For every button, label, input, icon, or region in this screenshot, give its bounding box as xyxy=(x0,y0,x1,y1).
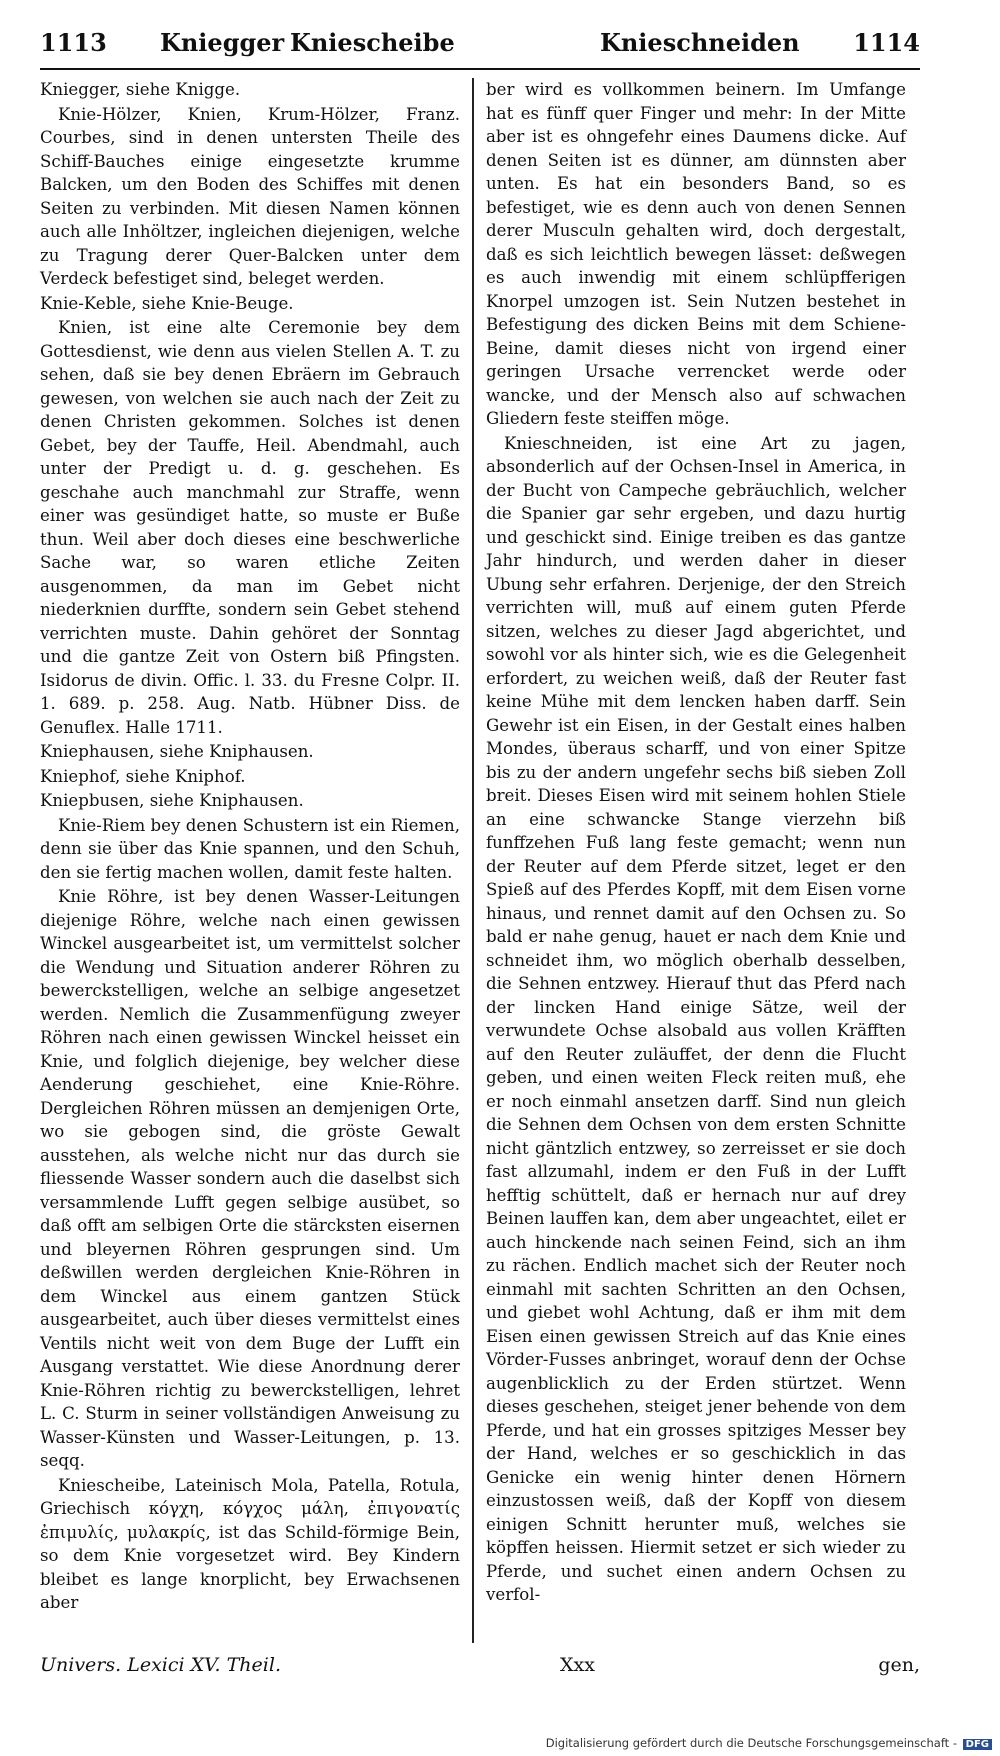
header-keyword-right: Knieschneiden xyxy=(600,28,800,57)
dfg-logo-icon: DFG xyxy=(963,1739,992,1750)
entry-kniepbusen: Kniepbusen, siehe Kniphausen. xyxy=(40,791,304,810)
page-footer xyxy=(40,1654,920,1684)
signature-mark: Xxx xyxy=(560,1654,595,1676)
left-column xyxy=(40,78,460,1616)
credit-text: Digitalisierung gefördert durch die Deutsche Forschungsgemeinschaft - xyxy=(545,1736,957,1750)
header-keyword-center: Kniescheibe xyxy=(290,28,455,57)
entry-knien: Knien, ist eine alte Ceremonie bey dem Gottesdienst, wie denn aus vielen Stellen A. T. zu sehen, daß sie bey denen Ebräern im Gebrauch gewesen, von welchen sie auch nach der Zeit zu denen Christen gekommen. Solches ist denen Gebet, bey der Tauffe, Heil. Abendmahl, auch unter der Predigt u. d. g. geschehen. Es geschahe auch manchmahl zur Straffe, wenn einer was gesündiget hatte, so muste er Buße thun. Weil aber doch dieses eine beschwerliche Sache war, so waren etliche Zeiten ausgenommen, da man im Gebet nicht niederknien durffte, sondern sein Gebet stehend verrichten muste. Dahin gehöret der Sonntag und die gantze Zeit von Ostern biß Pfingsten. Isidorus de divin. Offic. l. 33. du Fresne Colpr. II. 1. 689. p. 258. Aug. Natb. Hübner Diss. de Genuflex. Halle 1711. xyxy=(40,318,460,737)
entry-kniescheibe-continued: ber wird es vollkommen beinern. Im Umfange hat es fünff quer Finger und mehr: In der Mitte aber ist es ohngefehr eines Daumens dicke. Auf denen Seiten ist es dünner, am dünnsten aber unten. Es hat ein besonders Band, so es befestiget, wie es denn auch von denen Sennen derer Musculn gehalten wird, doch dergestalt, daß es sich leichtlich bewegen lässet: deßwegen es auch inwendig mit einem schlüpfferigen Knorpel umzogen ist. Sein Nutzen bestehet in Befestigung des dicken Beins mit dem Schiene-Beine, damit dieses nicht von irgend einer geringen Ursache verrencket werde oder wancke, und der Mensch also auf schwachen Gliedern feste steiffen möge. xyxy=(486,80,906,428)
entry-knieschneiden: Knieschneiden, ist eine Art zu jagen, absonderlich auf der Ochsen-Insel in America, in der Bucht von Campeche gebräuchlich, welcher die Spanier gar sehr ergeben, und dazu hurtig und geschickt sind. Einige treiben es das gantze Jahr hindurch, und werden daher in dieser Ubung sehr erfahren. Derjenige, der den Streich verrichten will, muß auf einem guten Pferde sitzen, welches zu dieser Jagd abgerichtet, und sowohl vor als hinter sich, wie es die Gelegenheit erfordert, zu weichen weiß, daß der Reuter fast keine Mühe mit dem lencken haben darff. Sein Gewehr ist ein Eisen, in der Gestalt eines halben Mondes, überaus scharff, und von einer Spitze bis zu der andern ungefehr sechs biß sieben Zoll breit. Dieses Eisen wird mit seinem hohlen Stiele an eine schwancke Stange vierzehn biß funffzehen Fuß lang feste gemacht; wenn nun der Reuter auf dem Pferde sitzet, leget er den Spieß auf des Pferdes Kopff, mit dem Eisen vorne hinaus, und rennet damit auf den Ochsen zu. So bald er nahe genug, hauet er nach dem Knie und schneidet ihm, wo möglich oberhalb desselben, die Sehnen entzwey. Hierauf thut das Pferd nach der lincken Hand einige Sätze, weil der verwundete Ochse alsobald aus vollen Kräfften auf den Reuter zuläuffet, der denn die Flucht geben, und einen weiten Fleck reiten muß, ehe er noch einmahl ansetzen darff. Sind nun gleich die Sehnen dem Ochsen von dem ersten Schnitte nicht gäntzlich entzwey, so zerreisset er sie doch fast allzumahl, indem er den Fuß in der Lufft hefftig schüttelt, daß er hernach nur auf drey Beinen lauffen kan, dem aber ungeachtet, eilet er auch hinckende nach seinen Feind, sich an ihm zu rächen. Endlich machet sich der Reuter noch einmahl mit sachten Schritten an den Ochsen, und giebet wohl Achtung, daß er ihm mit dem Eisen einen gewissen Streich auf das Knie eines Vörder-Fusses anbringet, worauf denn der Ochse augenblicklich zu der Erden stürtzet. Wenn dieses geschehen, steiget jener behende von dem Pferde, und hat ein grosses spitziges Messer bey der Hand, welches er so geschicklich in das Genicke ein wenig hinter denen Hörnern einzustossen weiß, daß der Kopff von diesem einigen Schnitt herunter muß, welches sie köpffen heissen. Hiermit setzet er sich wieder zu Pferde, und suchet einen andern Ochsen zu verfol- xyxy=(486,433,906,1604)
page-number-right: 1114 xyxy=(853,28,920,57)
volume-label: Univers. Lexici XV. Theil. xyxy=(40,1654,281,1676)
page-number-left: 1113 xyxy=(40,28,107,57)
entry-kniephof: Kniephof, siehe Kniphof. xyxy=(40,766,246,786)
right-column xyxy=(486,78,906,1608)
column-divider xyxy=(472,78,474,1643)
entry-knie-keble: Knie-Keble, siehe Knie-Beuge. xyxy=(40,293,294,313)
entry-knie-riem: Knie-Riem bey denen Schustern ist ein Riemen, denn sie über das Knie spannen, und den Schuh, den sie fertig machen wollen, damit feste halten. xyxy=(40,815,460,882)
page xyxy=(40,20,920,1720)
entry-kniephausen: Kniephausen, siehe Kniphausen. xyxy=(40,742,314,761)
entry-knie-roehre: Knie Röhre, ist bey denen Wasser-Leitungen diejenige Röhre, welche nach einen gewissen Winckel ausgearbeitet ist, um vermittelst solcher die Wendung und Situation anderer Röhren zu bewerckstelligen, welche an selbige angesetzet werden. Nemlich die Zusammenfügung zweyer Röhren nach einen gewissen Winckel heisset ein Knie, und folglich diejenige, bey welcher diese Aenderung geschiehet, eine Knie-Röhre. Dergleichen Röhren müssen an demjenigen Orte, wo sie gebogen sind, die gröste Gewalt ausstehen, als welche nicht nur das durch sie fliessende Wasser sondern auch die daselbst sich versammlende Lufft gegen selbige ausübet, so daß offt am selbigen Orte die stärcksten eisernen und bleyernen Röhren gesprungen sind. Um deßwillen werden dergleichen Knie-Röhren in dem Winckel aus einem gantzen Stück ausgearbeitet, auch über dieses vermittelst eines Ventils nicht weit von dem Buge der Lufft ein Ausgang verstattet. Wie diese Anordnung derer Knie-Röhren richtig zu bewerckstelligen, lehret L. C. Sturm in seiner vollständigen Anweisung zu Wasser-Künsten und Wasser-Leitungen, p. 13. seqq. xyxy=(40,887,460,1470)
running-header xyxy=(40,20,920,70)
entry-knie-hoelzer: Knie-Hölzer, Knien, Krum-Hölzer, Franz. Courbes, sind in denen untersten Theile des Schiff-Bauches einige eingesetzte krumme Balcken, um den Boden des Schiffes mit denen Seiten zu verbinden. Mit diesen Namen können auch alle Inhöltzer, ingleichen diejenigen, welche zu Tragung derer Quer-Balcken unter dem Verdeck befestiget sind, beleget werden. xyxy=(40,104,460,288)
catchword: gen, xyxy=(878,1654,920,1676)
entry-kniescheibe: Kniescheibe, Lateinisch Mola, Patella, Rotula, Griechisch κόγχη, κόγχος μάλη, ἐπιγονατίς ἐπιμυλίς, μυλακρίς, ist das Schild-förmige Bein, so dem Knie vorgesetzet wird. Bey Kindern bleibet es lange knorplicht, bey Erwachsenen aber xyxy=(40,1475,460,1612)
entry-kniegger: Kniegger, siehe Knigge. xyxy=(40,80,241,99)
header-keyword-left: Kniegger xyxy=(160,28,285,57)
digitization-credit xyxy=(546,1736,992,1750)
